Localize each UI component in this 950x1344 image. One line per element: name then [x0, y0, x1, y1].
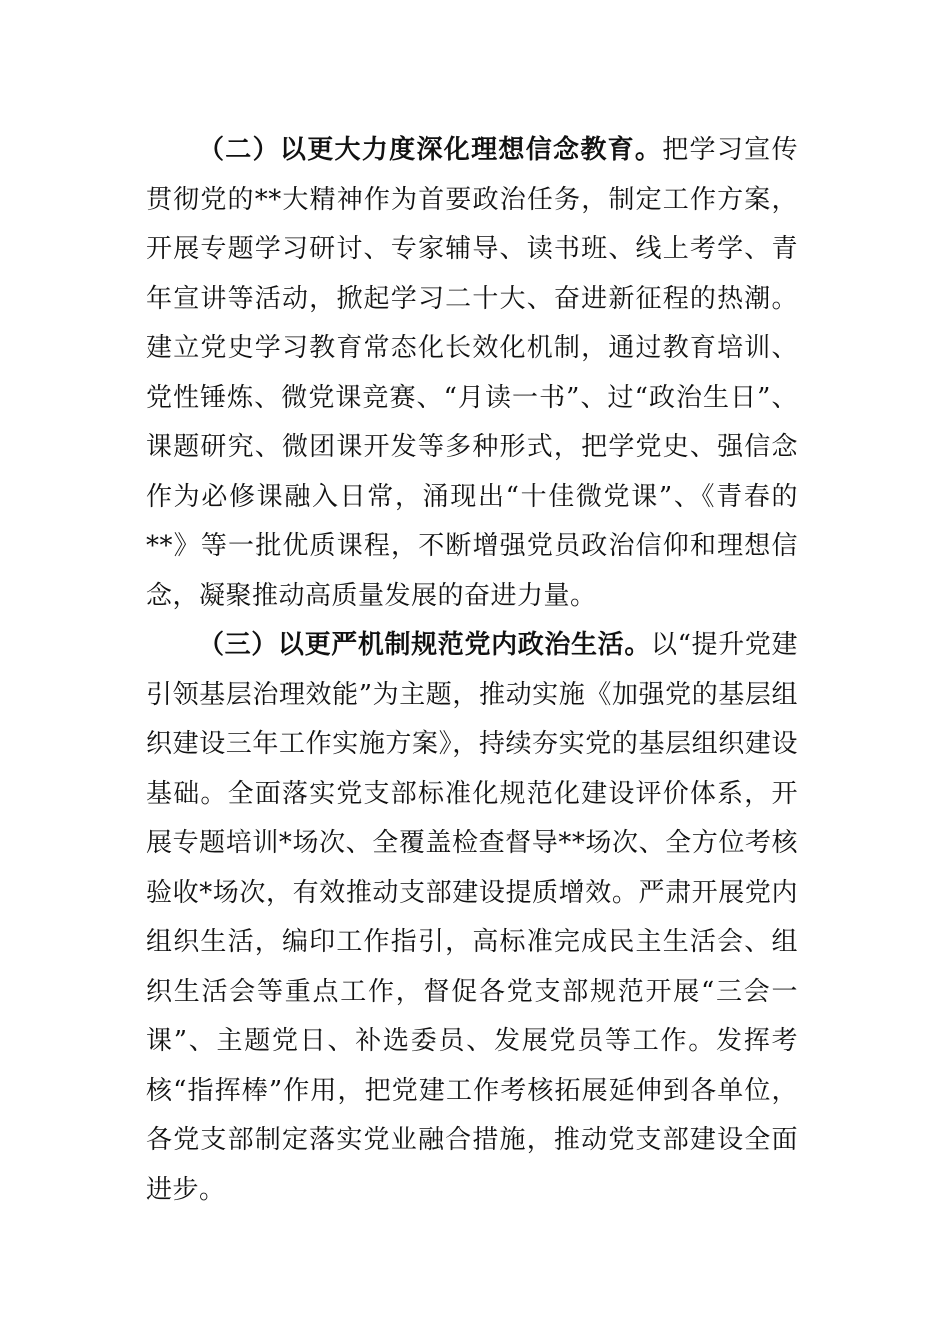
- paragraph-ideals-education: [146, 126, 798, 621]
- section-heading-3: （三）以更严机制规范党内政治生活。: [198, 630, 651, 660]
- section-heading-2: （二）以更大力度深化理想信念教育。: [198, 135, 663, 165]
- paragraph-political-life: [146, 621, 798, 1215]
- section-body-3: 以“提升党建引领基层治理效能”为主题，推动实施《加强党的基层组织建设三年工作实施方案》，持续夯实党的基层组织建设基础。全面落实党支部标准化规范化建设评价体系，开展专题培训*场次、全覆盖检查督导**场次、全方位考核验收*场次，有效推动支部建设提质增效。严肃开展党内组织生活，编印工作指引，高标准完成民主生活会、组织生活会等重点工作，督促各党支部规范开展“三会一课”、主题党日、补选委员、发展党员等工作。发挥考核“指挥棒”作用，把党建工作考核拓展延伸到各单位，各党支部制定落实党业融合措施，推动党支部建设全面进步。: [146, 630, 798, 1205]
- section-body-2: 把学习宣传贯彻党的**大精神作为首要政治任务，制定工作方案，开展专题学习研讨、专家辅导、读书班、线上考学、青年宣讲等活动，掀起学习二十大、奋进新征程的热潮。建立党史学习教育常态化长效化机制，通过教育培训、党性锤炼、微党课竞赛、“月读一书”、过“政治生日”、课题研究、微团课开发等多种形式，把学党史、强信念作为必修课融入日常，涌现出“十佳微党课”、《青春的**》等一批优质课程，不断增强党员政治信仰和理想信念，凝聚推动高质量发展的奋进力量。: [146, 135, 798, 611]
- document-body: [146, 126, 798, 1215]
